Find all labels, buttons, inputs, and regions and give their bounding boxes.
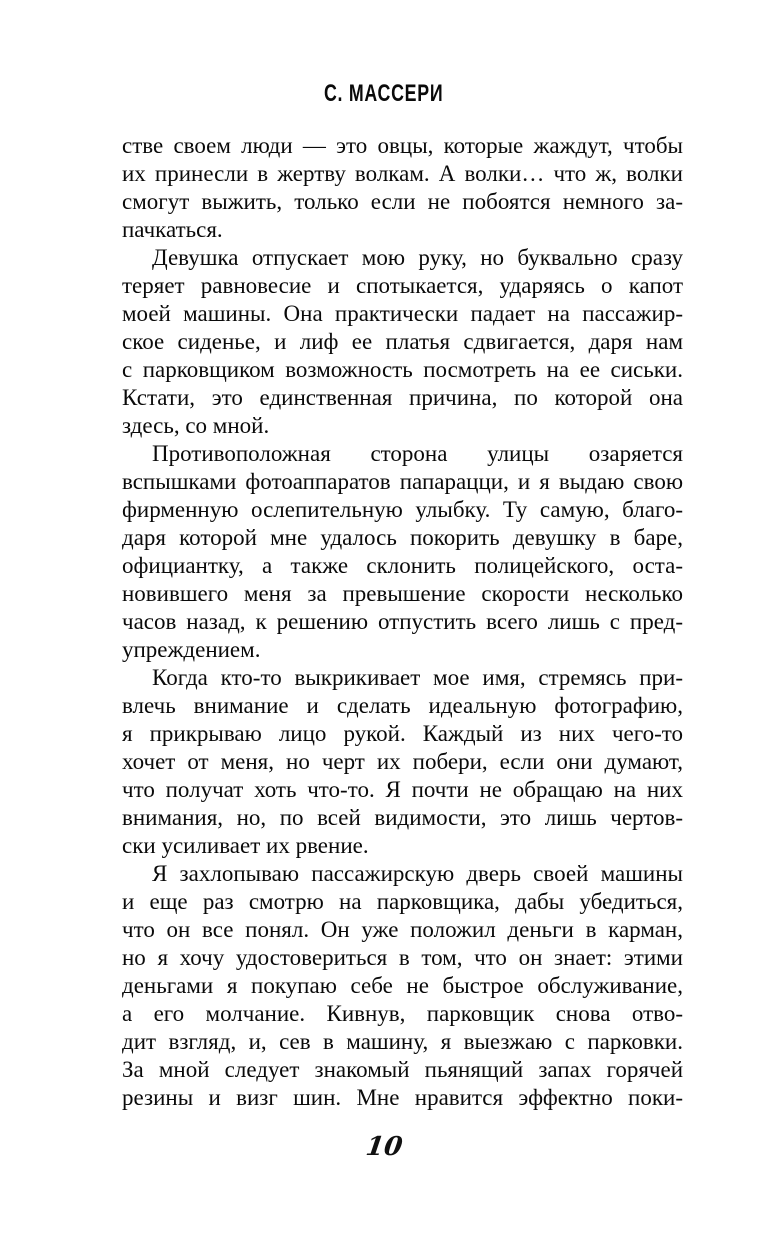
- text-line: но я хочу удостовериться в том, что он знает: этими: [122, 945, 683, 970]
- running-header: [0, 82, 768, 106]
- author-header-text: С. МАССЕРИ: [324, 80, 444, 107]
- paragraph: [122, 440, 683, 664]
- text-line: фирменную ослепительную улыбку. Ту самую, благо-: [122, 497, 683, 522]
- text-line: влечь внимание и сделать идеальную фотографию,: [122, 693, 683, 718]
- text-line: За мной следует знакомый пьянящий запах горячей: [122, 1057, 683, 1082]
- text-line: Я захлопываю пассажирскую дверь своей машины: [152, 861, 683, 886]
- text-line: Кстати, это единственная причина, по которой она: [122, 385, 683, 410]
- text-line: ское сиденье, и лиф ее платья сдвигается, даря нам: [122, 329, 683, 354]
- text-line: официантку, а также склонить полицейского, оста-: [122, 553, 683, 578]
- paragraph: [122, 860, 683, 1112]
- page-number-text: 10: [363, 1132, 405, 1162]
- text-line: Девушка отпускает мою руку, но буквально сразу: [152, 245, 683, 270]
- text-line: стве своем люди — это овцы, которые жаждут, чтобы: [122, 133, 683, 158]
- text-line: хочет от меня, но черт их побери, если они думают,: [122, 749, 683, 774]
- text-line: моей машины. Она практически падает на пассажир-: [122, 301, 683, 326]
- text-line: внимания, но, по всей видимости, это лишь чертов-: [122, 805, 683, 830]
- text-line: смогут выжить, только если не побоятся немного за-: [122, 189, 683, 214]
- text-line: теряет равновесие и спотыкается, ударяясь о капот: [122, 273, 683, 298]
- text-line: деньгами я покупаю себе не быстрое обслуживание,: [122, 973, 683, 998]
- text-line: я прикрываю лицо рукой. Каждый из них чего-то: [122, 721, 683, 746]
- paragraph: [122, 244, 683, 440]
- text-line: здесь, со мной.: [122, 413, 270, 438]
- text-line: а его молчание. Кивнув, парковщик снова отво-: [122, 1001, 683, 1026]
- text-line: и еще раз смотрю на парковщика, дабы убедиться,: [122, 889, 683, 914]
- text-line: даря которой мне удалось покорить девушку в баре,: [122, 525, 683, 550]
- text-line: резины и визг шин. Мне нравится эффектно поки-: [122, 1085, 683, 1110]
- text-line: вспышками фотоаппаратов папарацци, и я выдаю свою: [122, 469, 683, 494]
- body-text: [122, 132, 683, 1112]
- text-line: дит взгляд, и, сев в машину, я выезжаю с парковки.: [122, 1029, 683, 1054]
- text-line: их принесли в жертву волкам. А волки… что ж, волки: [122, 161, 683, 186]
- text-line: что он все понял. Он уже положил деньги в карман,: [122, 917, 683, 942]
- text-line: с парковщиком возможность посмотреть на ее сиськи.: [122, 357, 683, 382]
- text-line: что получат хоть что-то. Я почти не обращаю на них: [122, 777, 683, 802]
- paragraph: [122, 132, 683, 244]
- page-number: [0, 1134, 768, 1160]
- text-line: упреждением.: [122, 637, 261, 662]
- text-line: часов назад, к решению отпустить всего лишь с пред-: [122, 609, 683, 634]
- text-line: новившего меня за превышение скорости несколько: [122, 581, 683, 606]
- paragraph: [122, 664, 683, 860]
- text-line: пачкаться.: [122, 217, 223, 242]
- text-line: Когда кто-то выкрикивает мое имя, стремясь при-: [152, 665, 683, 690]
- text-line: ски усиливает их рвение.: [122, 833, 369, 858]
- text-line: Противоположная сторона улицы озаряется: [152, 441, 683, 466]
